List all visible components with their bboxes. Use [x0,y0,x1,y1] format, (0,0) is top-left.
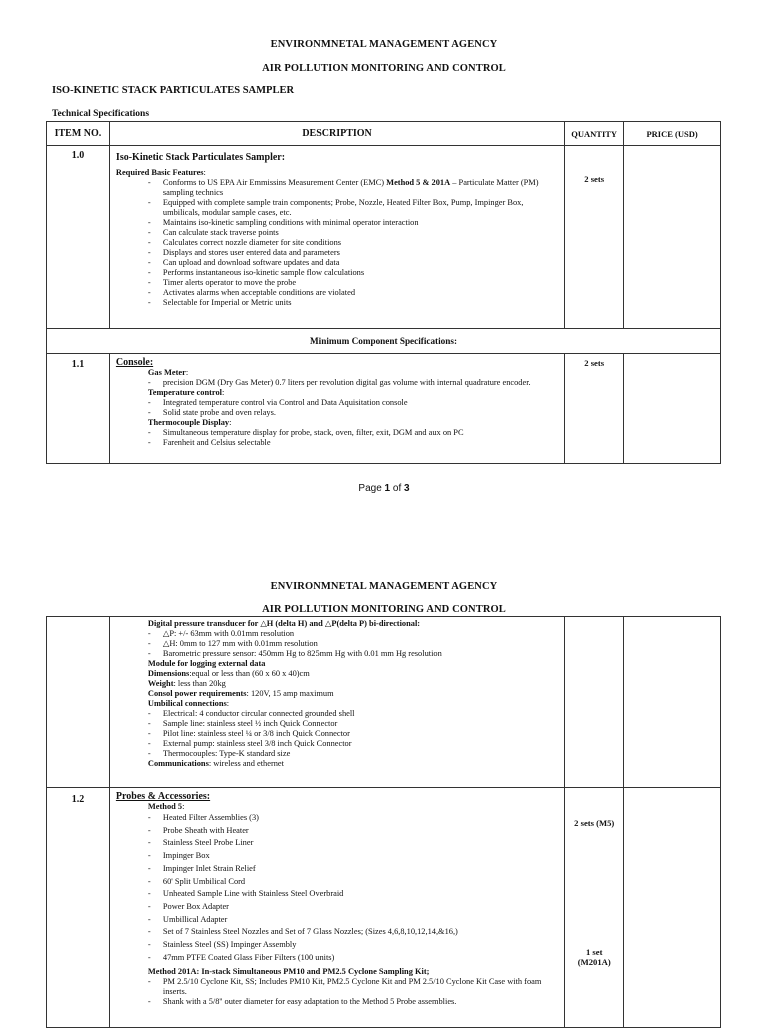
item-price [624,788,721,1028]
item-number: 1.1 [47,354,110,464]
temperature-list [116,398,560,418]
list-item: - Performs instantaneous iso-kinetic sample flow calculations [116,268,560,278]
list-item: - Selectable for Imperial or Metric units [116,298,560,308]
spec-table-page2 [46,616,721,1028]
item-price [624,146,721,329]
method201a-list [116,977,560,1007]
list-item: - Power Box Adapter [116,901,560,914]
item-number [47,617,110,788]
item-price [624,617,721,788]
list-item: - Stainless Steel Probe Liner [116,837,560,850]
thermocouple-heading: Thermocouple Display: [147,418,232,427]
item-quantity [565,617,624,788]
program-title-page2: AIR POLLUTION MONITORING AND CONTROL [262,604,506,615]
list-item: - Simultaneous temperature display for probe, stack, oven, filter, exit, DGM and aux on PC [116,428,560,438]
item-quantity: 2 sets [565,146,624,329]
item-price [624,354,721,464]
method201a-heading: Method 201A: In-stack Simultaneous PM10 and PM2.5 Cyclone Sampling Kit; [147,967,430,977]
list-item: - △H: 0mm to 127 mm with 0.01mm resolution [116,639,560,649]
list-item: - PM 2.5/10 Cyclone Kit, SS; Includes PM10 Kit, PM2.5 Cyclone Kit and PM 2.5/10 Cyclone Kit Case with foam inserts. [116,977,560,997]
quantity-m201a: 1 set (M201A) [577,947,611,967]
list-item: - 47mm PTFE Coated Glass Fiber Filters (100 units) [116,952,560,965]
list-item: - Equipped with complete sample train components; Probe, Nozzle, Heated Filter Box, Pump, Impinger Box, umbilicals, modular sample cases, etc. [116,198,560,218]
weight-line: Weight: less than 20kg [147,679,226,688]
list-item: - Integrated temperature control via Control and Data Aquisitation console [116,398,560,408]
list-item: - Stainless Steel (SS) Impinger Assembly [116,939,560,952]
table-row [47,146,721,329]
item-quantity: 2 sets [565,354,624,464]
list-item: - Farenheit and Celsius selectable [116,438,560,448]
list-item: - External pump: stainless steel 3/8 inch Quick Connector [116,739,560,749]
list-item: - Barometric pressure sensor: 450mm Hg to 825mm Hg with 0.01 mm Hg resolution [116,649,560,659]
method5-list [116,812,560,964]
list-item: - Sample line: stainless steel ½ inch Quick Connector [116,719,560,729]
list-item: - Probe Sheath with Heater [116,825,560,838]
list-item: - Electrical: 4 conductor circular connected grounded shell [116,709,560,719]
quantity-m5: 2 sets (M5) [574,818,615,828]
list-item: - Can calculate stack traverse points [116,228,560,238]
item-title: Iso-Kinetic Stack Particulates Sampler: [115,152,286,163]
features-list [116,178,560,308]
list-item: - Shank with a 5/8'' outer diameter for easy adaptation to the Method 5 Probe assemblies. [116,997,560,1007]
agency-title: ENVIRONMNETAL MANAGEMENT AGENCY [270,39,498,50]
item-number: 1.0 [47,146,110,329]
item-title: Probes & Accessories: [115,791,211,802]
item-description [109,617,564,788]
header-quantity: QUANTITY [565,122,624,146]
list-item: - Pilot line: stainless steel ¼ or 3/8 inch Quick Connector [116,729,560,739]
item-description [109,146,564,329]
thermocouple-list [116,428,560,448]
table-header-row [47,122,721,146]
features-heading: Required Basic Features: [115,168,206,177]
list-item: - 60' Split Umbilical Cord [116,876,560,889]
list-item: - Unheated Sample Line with Stainless Steel Overbraid [116,888,560,901]
agency-title-page2: ENVIRONMNETAL MANAGEMENT AGENCY [270,581,498,592]
header-item-no: ITEM NO. [47,122,110,146]
module-heading: Module for logging external data [147,659,266,668]
header-price: PRICE (USD) [624,122,721,146]
spec-table-page1 [46,121,721,464]
table-row [47,788,721,1028]
temperature-heading: Temperature control: [147,388,225,397]
transducer-heading: Digital pressure transducer for △H (delta H) and △P(delta P) bi-directional: [147,619,421,628]
umbilical-list [116,709,560,759]
list-item: - Calculates correct nozzle diameter for site conditions [116,238,560,248]
method5-heading: Method 5: [147,802,185,811]
min-spec-heading: Minimum Component Specifications: [47,329,721,354]
list-item: - Activates alarms when acceptable conditions are violated [116,288,560,298]
transducer-list [116,629,560,659]
table-row [47,354,721,464]
gas-meter-list [116,378,560,388]
list-item: - Maintains iso-kinetic sampling conditions with minimal operator interaction [116,218,560,228]
power-line: Consol power requirements: 120V, 15 amp maximum [147,689,334,698]
list-item: - precision DGM (Dry Gas Meter) 0.7 liters per revolution digital gas volume with internal quadrature encoder. [116,378,560,388]
min-spec-row [47,329,721,354]
program-title: AIR POLLUTION MONITORING AND CONTROL [262,63,506,74]
page-number: Page 1 of 3 [358,483,410,494]
list-item: - Solid state probe and oven relays. [116,408,560,418]
item-description [109,354,564,464]
section-subtitle: Technical Specifications [52,109,150,119]
list-item: - Conforms to US EPA Air Emmissins Measurement Center (EMC) Method 5 & 201A – Particulate Matter (PM) sampling technics [116,178,560,198]
item-number: 1.2 [47,788,110,1028]
header-description: DESCRIPTION [109,122,564,146]
table-row-continued [47,617,721,788]
list-item: - Thermocouples: Type-K standard size [116,749,560,759]
item-title: Console: [115,357,154,368]
list-item: - Timer alerts operator to move the probe [116,278,560,288]
communications-line: Communications: wireless and ethernet [147,759,284,768]
list-item: - Can upload and download software updates and data [116,258,560,268]
list-item: - Heated Filter Assemblies (3) [116,812,560,825]
umbilical-heading: Umbilical connections: [147,699,230,708]
gas-meter-heading: Gas Meter: [147,368,189,377]
list-item: - Displays and stores user entered data and parameters [116,248,560,258]
document-title: ISO-KINETIC STACK PARTICULATES SAMPLER [52,85,295,96]
list-item: - Umbillical Adapter [116,914,560,927]
list-item: - Impinger Box [116,850,560,863]
list-item: - Impinger Inlet Strain Relief [116,863,560,876]
item-description [109,788,564,1028]
item-quantity [565,788,624,1028]
list-item: - Set of 7 Stainless Steel Nozzles and Set of 7 Glass Nozzles; (Sizes 4,6,8,10,12,14,&16,) [116,926,560,939]
dimensions-line: Dimensions:equal or less than (60 x 60 x 40)cm [147,669,310,678]
list-item: - △P: +/- 63mm with 0.01mm resolution [116,629,560,639]
